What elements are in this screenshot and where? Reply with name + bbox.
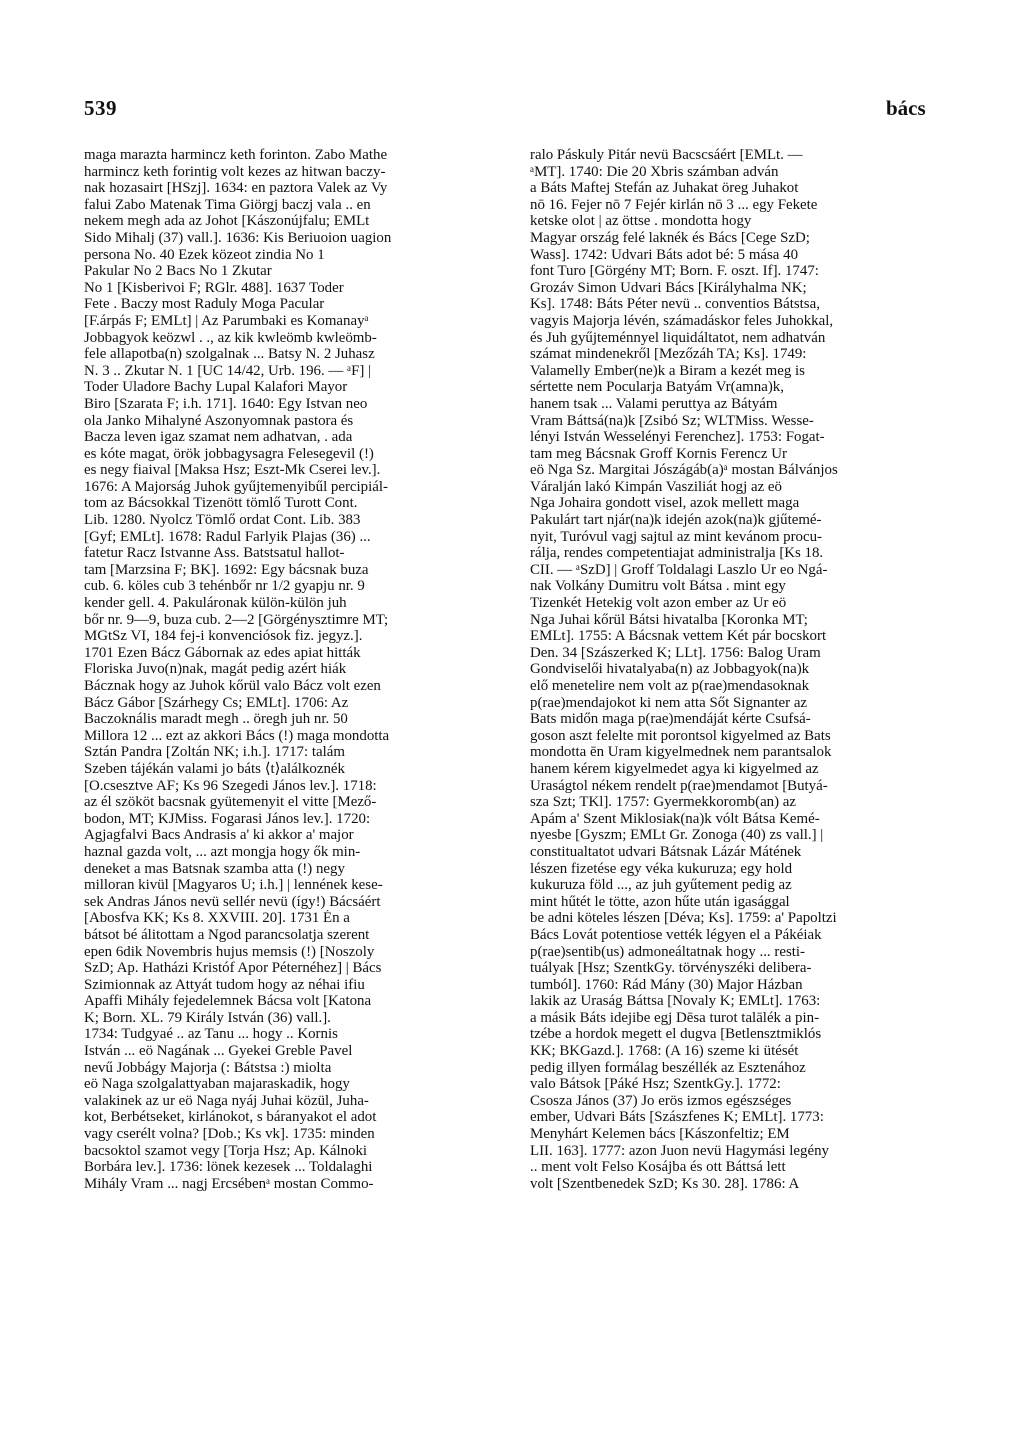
page-number: 539 <box>84 96 117 120</box>
right-column-line: Magyar ország felé laknék és Bács [Cege SzD; <box>530 229 810 246</box>
right-column-line: Valamelly Ember(ne)k a Biram a kezét meg is <box>530 362 805 379</box>
left-column-line: tom az Bácsokkal Tizenött tömlő Turott Cont. <box>84 495 358 512</box>
right-column-line: Den. 34 [Szászerked K; LLt]. 1756: Balog Uram <box>530 644 821 661</box>
right-column-line: Tizenkét Hetekig volt azon ember az Ur eö <box>530 595 787 612</box>
left-column-line: [O.csesztve AF; Ks 96 Szegedi János lev.]. 1718: <box>84 777 377 794</box>
left-column-line: milloran kivül [Magyaros U; i.h.] | lennének kese- <box>84 877 383 894</box>
left-column-line: persona No. 40 Ezek közeot zindia No 1 <box>84 246 325 263</box>
right-column-line: Nga Johaira gondott visel, azok mellett maga <box>530 495 800 512</box>
right-column-line: Csosza János (37) Jo erös izmos egészséges <box>530 1092 792 1109</box>
right-column-line: eö Nga Sz. Margitai Jószágáb(a)ᵃ mostan Bálvánjos <box>530 462 838 479</box>
right-column-line: Menyhárt Kelemen bács [Kászonfeltiz; EM <box>530 1126 790 1143</box>
right-column-line: font Turo [Görgény MT; Born. F. oszt. If]. 1747: <box>530 263 819 280</box>
left-column-line: MGtSz VI, 184 fej-i konvenciósok fiz. jegyz.]. <box>84 628 363 645</box>
right-column <box>530 147 944 1192</box>
right-column-line: p(rae)mendajokot ki nem atta Sőt Signanter az <box>530 694 808 711</box>
right-column-line: mondotta ēn Uram kigyelmednek nem parantsalok <box>530 744 832 761</box>
left-column-line: az él szököt bacsnak gyütemenyit el vitte [Mező- <box>84 794 377 811</box>
left-column-line: Szeben tájékán valami jo báts ⟨t⟩alálkoznék <box>84 760 345 777</box>
running-head: bács <box>886 96 926 120</box>
left-column-line: valakinek az ur eö Naga nyáj Juhai közül, Juha- <box>84 1092 369 1109</box>
right-column-line: lészen fizetése egy véka kukuruza; egy hold <box>530 860 793 877</box>
left-column-line: vagy cserélt volna? [Dob.; Ks vk]. 1735: minden <box>84 1126 375 1143</box>
right-column-line: nyesbe [Gyszm; EMLt Gr. Zonoga (40) zs vall.] | <box>530 827 824 844</box>
right-column-line: Vram Báttsá(na)k [Zsibó Sz; WLTMiss. Wesse- <box>530 412 814 429</box>
right-column-line: EMLt]. 1755: A Bácsnak vettem Két pár bocskort <box>530 628 827 645</box>
right-column-line: be adni köteles lészen [Déva; Ks]. 1759: a' Papoltzi <box>530 910 837 927</box>
left-column-line: tam [Marzsina F; BK]. 1692: Egy bácsnak buza <box>84 561 369 578</box>
right-column-line: nō 16. Fejer nō 7 Fejér kirlán nō 3 ... egy Fekete <box>530 196 818 213</box>
left-column-line: [Gyf; EMLt]. 1678: Radul Farlyik Plajas (36) ... <box>84 528 371 545</box>
left-column-line: Bácznak hogy az Juhok kőrül valo Bácz volt ezen <box>84 678 381 694</box>
left-column-line: Floriska Juvo(n)nak, magát pedig azért hiák <box>84 661 347 678</box>
left-column-line: bátsot bé álitottam a Ngod parancsolatja szerent <box>84 926 370 943</box>
right-column-line: Ks]. 1748: Báts Péter nevü .. conventios Bátstsa, <box>530 296 820 313</box>
left-column-line: Agjagfalvi Bacs Andrasis a' ki akkor a' major <box>84 827 354 844</box>
left-column-line: Sztán Pandra [Zoltán NK; i.h.]. 1717: talám <box>84 744 345 761</box>
left-column-line: István ... eö Nagának ... Gyekei Greble Pavel <box>84 1043 353 1060</box>
left-column-line: Borbára lev.]. 1736: lönek kezesek ... Toldalaghi <box>84 1159 373 1176</box>
left-column-line: eö Naga szolgalattyaban majaraskadik, hogy <box>84 1076 350 1093</box>
left-column-line: bőr nr. 9—9, buza cub. 2—2 [Görgénysztimre MT; <box>84 611 389 628</box>
left-column-line: Millora 12 ... ezt az akkori Bács (!) maga mondotta <box>84 727 390 744</box>
right-column-line: sza Szt; TKl]. 1757: Gyermekkoromb(an) az <box>530 794 797 811</box>
left-column-line: N. 3 .. Zkutar N. 1 [UC 14/42, Urb. 196. — ᵃF] | <box>84 362 372 379</box>
left-column-line: Fete . Baczy most Raduly Moga Pacular <box>84 296 325 313</box>
right-column-line: Nga Juhai kőrül Bátsi hivatalba [Koronka MT; <box>530 611 808 628</box>
right-column-line: tam meg Bácsnak Groff Kornis Ferencz Ur <box>530 445 787 462</box>
left-column-line: nak hozasairt [HSzj]. 1634: en paztora Valek az Vy <box>84 180 388 197</box>
left-column-line: falui Zabo Matenak Tima Giörgj baczj vala .. en <box>84 196 371 213</box>
right-column-line: volt [Szentbenedek SzD; Ks 30. 28]. 1786: A <box>530 1175 800 1192</box>
right-column-line: ember, Udvari Báts [Szászfenes K; EMLt]. 1773: <box>530 1109 824 1126</box>
right-column-line: Bats midőn maga p(rae)mendáját kérte Csufsá- <box>530 711 811 728</box>
left-column <box>84 147 498 1192</box>
left-column-line: kender gell. 4. Pakuláronak külön-külön juh <box>84 595 347 612</box>
right-column-line: és Juh gyűjteménnyel liquidáltatot, nem adhatván <box>530 329 826 346</box>
right-column-line: Pakulárt tart njár(na)k idején azok(na)k gjűtemé- <box>530 512 822 529</box>
left-column-line: Lib. 1280. Nyolcz Tömlő ordat Cont. Lib. 383 <box>84 512 361 529</box>
right-column-line: ralo Páskuly Pitár nevü Bacscsáért [EMLt. — <box>530 147 803 163</box>
left-column-line: 1701 Ezen Bácz Gábornak az edes apiat hitták <box>84 644 361 661</box>
right-column-line: nyit, Turóvul vagj sajtul az mint kevánom procu- <box>530 528 822 545</box>
left-column-line: epen 6dik Novembris hujus memsis (!) [Noszoly <box>84 943 375 960</box>
right-column-line: rálja, rendes competentiajat administralja [Ks 18. <box>530 545 824 562</box>
right-column-line: lakik az Uraság Báttsa [Novaly K; EMLt]. 1763: <box>530 993 821 1010</box>
right-column-line: Grozáv Simon Udvari Bács [Királyhalma NK; <box>530 279 807 296</box>
right-column-line: constitualtatot udvari Bátsnak Lázár Mátének <box>530 843 802 860</box>
left-column-line: maga marazta harmincz keth forinton. Zabo Mathe <box>84 147 388 163</box>
right-column-line: pedig illyen formálag beszéllék az Esztenához <box>530 1059 806 1076</box>
right-column-line: Uraságtol nékem rendelt p(rae)mendamot [Butyá- <box>530 777 828 794</box>
left-column-line: Apaffi Mihály fejedelemnek Bácsa volt [Katona <box>84 993 372 1010</box>
right-column-line: tzébe a hordok megett el dugva [Betlensztmiklós <box>530 1026 822 1043</box>
left-column-line: [F.árpás F; EMLt] | Az Parumbaki es Komanayᵃ <box>84 312 369 329</box>
right-column-line: ketske olot | az öttse . mondotta hogy <box>530 213 752 230</box>
left-column-line: sek Andras János nevü sellér nevü (így!) Bácsáért <box>84 893 381 910</box>
right-column-line: tumból]. 1760: Rád Mány (30) Major Házban <box>530 976 803 993</box>
right-column-line: Apám a' Szent Miklosiak(na)k vólt Bátsa Kemé- <box>530 810 820 827</box>
left-column-line: K; Born. XL. 79 Király István (36) vall.]. <box>84 1009 331 1026</box>
left-column-line: ola Janko Mihalyné Aszonyomnak pastora és <box>84 412 354 429</box>
right-column-line: KK; BKGazd.]. 1768: (A 16) szeme ki ütését <box>530 1043 799 1060</box>
left-column-line: Toder Uladore Bachy Lupal Kalafori Mayor <box>84 379 348 396</box>
left-column-line: Biro [Szarata F; i.h. 171]. 1640: Egy Istvan neo <box>84 395 368 412</box>
left-column-line: nevű Jobbágy Majorja (: Bátstsa :) miolta <box>84 1059 332 1076</box>
left-column-line: SzD; Ap. Hatházi Kristóf Apor Péternéhez] | Bács <box>84 960 382 977</box>
right-column-line: mint hűtét le tötte, azon hűte után igasággal <box>530 893 790 910</box>
left-column-line: harmincz keth forintig volt kezes az hitwan baczy- <box>84 163 386 180</box>
left-column-line: Mihály Vram ... nagj Ercsébenᵃ mostan Commo- <box>84 1175 374 1192</box>
right-column-line: valo Bátsok [Páké Hsz; SzentkGy.]. 1772: <box>530 1076 781 1093</box>
left-column-line: nekem megh ada az Johot [Kászonújfalu; EMLt <box>84 213 370 230</box>
left-column-line: 1734: Tudgyaé .. az Tanu ... hogy .. Kornis <box>84 1026 338 1043</box>
right-column-line: lényi István Wesselényi Ferenchez]. 1753: Fogat- <box>530 429 825 446</box>
left-column-line: Pakular No 2 Bacs No 1 Zkutar <box>84 263 272 280</box>
right-column-line: .. ment volt Felso Kosájba és ott Báttsá lett <box>530 1159 786 1176</box>
left-column-line: [Abosfva KK; Ks 8. XXVIII. 20]. 1731 Én a <box>84 910 350 927</box>
left-column-line: No 1 [Kisberivoi F; RGlr. 488]. 1637 Toder <box>84 279 344 296</box>
left-column-line: Jobbagyok keözwl . ., az kik kwleömb kwleömb- <box>84 329 377 346</box>
right-column-line: LII. 163]. 1777: azon Juon nevü Hagymási legény <box>530 1142 829 1159</box>
left-column-line: cub. 6. köles cub 3 tehénbőr nr 1/2 gyapju nr. 9 <box>84 578 365 595</box>
left-column-line: fele allapotba(n) szolgalnak ... Batsy N. 2 Juhasz <box>84 346 375 363</box>
right-column-line: számat mindenekről [Mezőzáh TA; Ks]. 1749: <box>530 346 807 363</box>
left-column-line: kot, Berbétseket, kirlánokot, s báranyakot el adot <box>84 1109 377 1126</box>
right-column-line: tuályak [Hsz; SzentkGy. törvényszéki delibera- <box>530 960 812 977</box>
left-column-line: bodon, MT; KJMiss. Fogarasi János lev.]. 1720: <box>84 810 371 827</box>
left-column-line: fatetur Racz Istvanne Ass. Batstsatul hallot- <box>84 545 345 562</box>
right-column-line: CII. — ᵃSzD] | Groff Toldalagi Laszlo Ur eo Ngá- <box>530 561 828 578</box>
right-column-line: elő menetelire nem volt az p(rae)mendasoknak <box>530 678 810 694</box>
left-column-line: Bácz Gábor [Szárhegy Cs; EMLt]. 1706: Az <box>84 694 349 711</box>
right-column-line: nak Volkány Dumitru volt Bátsa . mint egy <box>530 578 786 595</box>
right-column-line: ᵃMT]. 1740: Die 20 Xbris számban adván <box>530 163 779 180</box>
left-column-line: Sido Mihalj (37) vall.]. 1636: Kis Beriuoion uagion <box>84 229 392 246</box>
left-column-line: bacsoktol szamot vegy [Torja Hsz; Ap. Kálnoki <box>84 1142 368 1159</box>
left-column-line: 1676: A Majorság Juhok gyűjtemenyibűl percipiál- <box>84 478 388 495</box>
left-column-line: Bacza leven igaz szamat nem adhatvan, . ada <box>84 429 353 446</box>
right-column-line: p(rae)sentib(us) admoneáltatnak hogy ... resti- <box>530 943 805 960</box>
right-column-line: Váralján lakó Kimpán Vasziliát hogj az eö <box>530 478 782 495</box>
left-column-line: Szimionnak az Attyát tudom hogy az néhai ifiu <box>84 976 365 993</box>
right-column-line: sértette nem Pocularja Batyám Vr(amna)k, <box>530 379 784 396</box>
left-column-line: Baczoknális maradt megh .. öregh juh nr. 50 <box>84 711 348 728</box>
left-column-line: deneket a mas Batsnak szamba atta (!) negy <box>84 860 345 877</box>
right-column-line: Wass]. 1742: Udvari Báts adot bé: 5 mása 40 <box>530 246 799 263</box>
right-column-line: hanem tsak ... Valami peruttya az Bátyám <box>530 395 778 412</box>
right-column-line: a Báts Maftej Stefán az Juhakat öreg Juhakot <box>530 180 799 197</box>
right-column-line: a másik Báts idejibe egj Dēsa turot talālék a pin- <box>530 1009 820 1026</box>
right-column-line: goson aszt felelte mit porontsol kigyelmed az Bats <box>530 727 831 744</box>
right-column-line: kukuruza föld ..., az juh gyűtement pedig az <box>530 877 792 894</box>
left-column-line: es negy fiaival [Maksa Hsz; Eszt-Mk Cserei lev.]. <box>84 462 381 479</box>
left-column-line: es kóte magat, örök jobbagysagra Felesegevil (!) <box>84 445 374 462</box>
right-column-line: Gondviselői hivatalyaba(n) az Jobbagyok(na)k <box>530 661 810 678</box>
right-column-line: Bács Lovát potentiose vették légyen el a Pákéiak <box>530 926 822 943</box>
right-column-line: hanem kérem kigyelmedet agya ki kigyelmed az <box>530 760 819 777</box>
right-column-line: vagyis Majorja lévén, számadáskor feles Juhokkal, <box>530 312 834 329</box>
left-column-line: haznal gazda volt, ... azt mongja hogy ők min- <box>84 843 361 860</box>
